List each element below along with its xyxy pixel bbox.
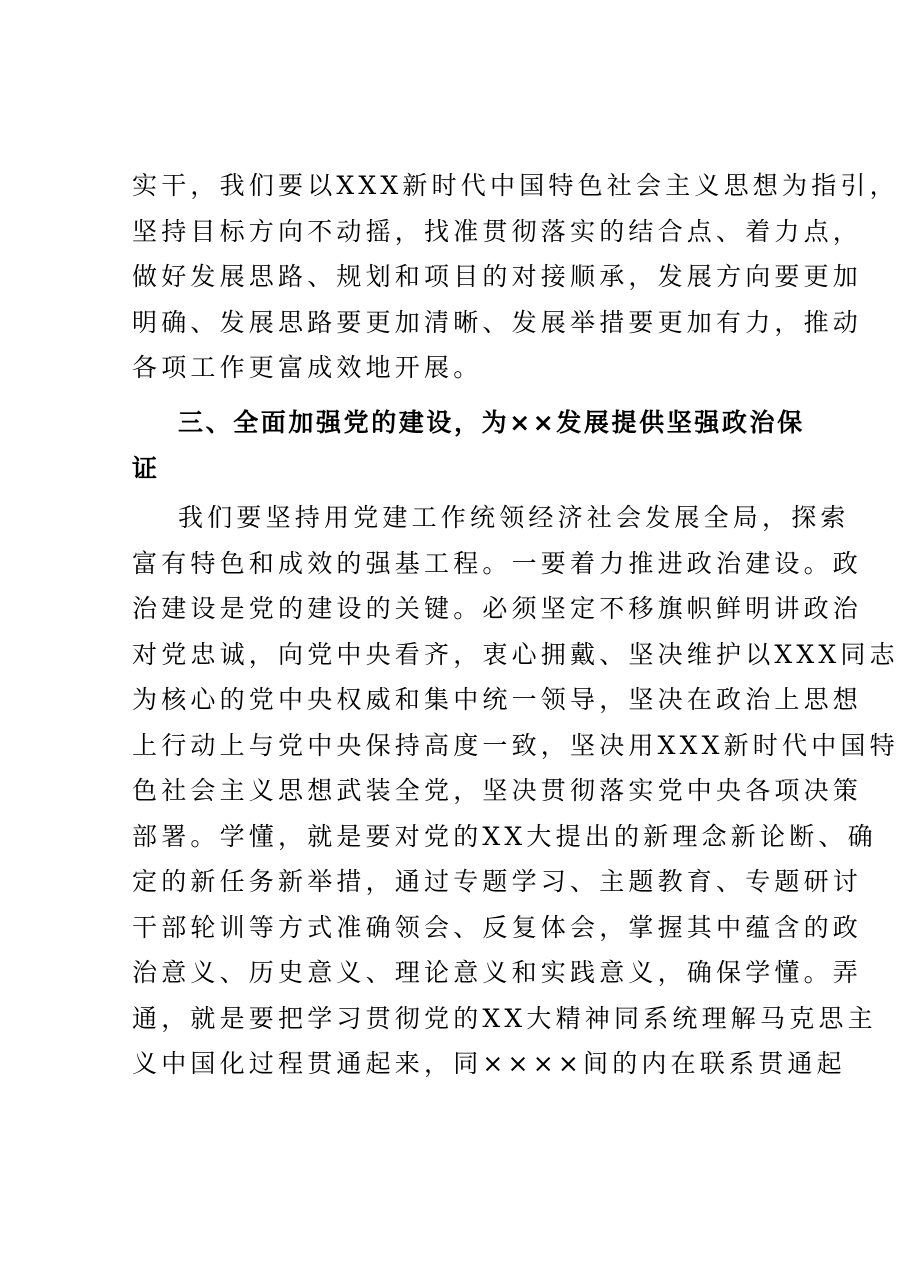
- section-heading: [132, 400, 805, 491]
- text-line: 色社会主义思想武装全党，坚决贯彻落实党中央各项决策: [132, 776, 863, 805]
- text-line: 治建设是党的建设的关键。必须坚定不移旗帜鲜明讲政治: [132, 594, 863, 623]
- text-line: 为核心的党中央权威和集中统一领导，坚决在政治上思想: [132, 685, 863, 714]
- text-line: 我们要坚持用党建工作统领经济社会发展全局，探索: [178, 503, 850, 532]
- text-line: 对党忠诚，向党中央看齐，衷心拥戴、坚决维护以XXX同志: [132, 639, 899, 669]
- text-line: 通，就是要把学习贯彻党的XX大精神同系统理解马克思主: [132, 1003, 877, 1033]
- text-line: 做好发展思路、规划和项目的对接顺承，发展方向要更加: [132, 262, 863, 291]
- text-line: 明确、发展思路要更加清晰、发展举措要更加有力，推动: [132, 307, 863, 337]
- paragraph-2: [132, 495, 899, 1087]
- text-line: 干部轮训等方式准确领会、反复体会，掌握其中蕴含的政: [132, 912, 863, 942]
- text-line: 部署。学懂，就是要对党的XX大提出的新理念新论断、确: [132, 821, 877, 851]
- text-line: 实干，我们要以XXX新时代中国特色社会主义思想为指引，: [132, 171, 899, 200]
- text-line: 富有特色和成效的强基工程。一要着力推进政治建设。政: [132, 548, 863, 578]
- paragraph-1: [132, 163, 899, 391]
- heading-line: 三、全面加强党的建设，为××发展提供坚强政治保: [178, 408, 805, 437]
- text-line: 坚持目标方向不动摇，找准贯彻落实的结合点、着力点，: [132, 216, 863, 246]
- text-line: 定的新任务新举措，通过专题学习、主题教育、专题研讨: [132, 867, 863, 896]
- text-line: 义中国化过程贯通起来，同××××间的内在联系贯通起: [132, 1049, 846, 1078]
- text-line: 上行动上与党中央保持高度一致，坚决用XXX新时代中国特: [132, 730, 899, 760]
- text-line: 治意义、历史意义、理论意义和实践意义，确保学懂。弄: [132, 958, 863, 987]
- text-line: 各项工作更富成效地开展。: [132, 353, 483, 382]
- heading-line: 证: [132, 453, 160, 483]
